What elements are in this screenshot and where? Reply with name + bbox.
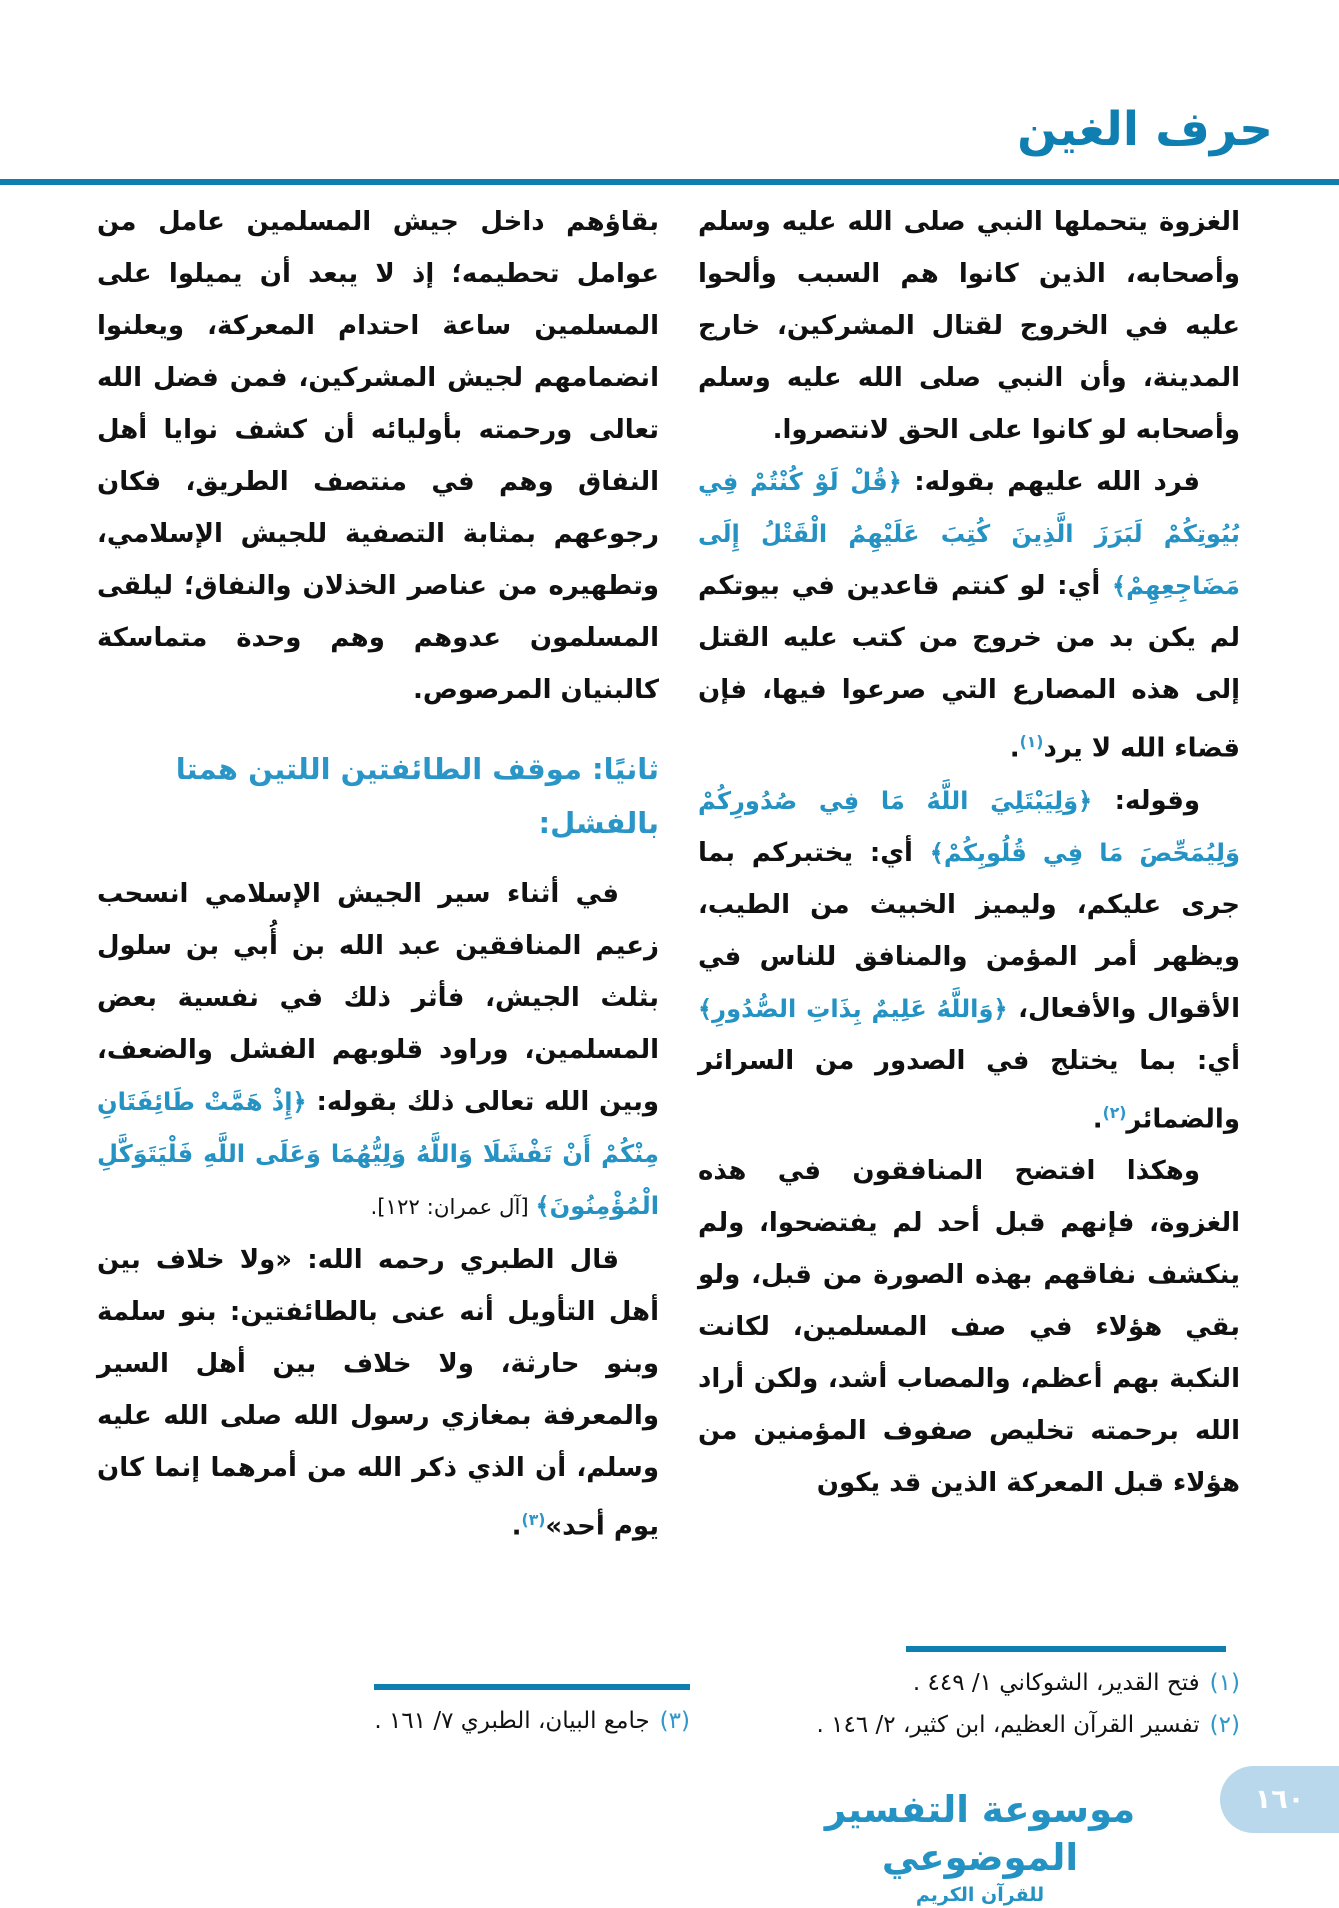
quran-verse: ﴿إِذْ هَمَّتْ طَائِفَتَانِ مِنْكُمْ أَنْ تَفْشَلَا وَاللَّهُ وَلِيُّهُمَا وَعَلَى اللَّهِ فَلْيَتَوَكَّلِ الْمُؤْمِنُونَ﴾ <box>97 1088 659 1220</box>
chapter-title: حرف الغين <box>1017 102 1273 157</box>
paragraph <box>97 196 659 716</box>
header-rule <box>0 179 1339 185</box>
publisher-logo <box>770 1786 1190 1908</box>
paragraph <box>698 196 1240 456</box>
footnote-text: فتح القدير، الشوكاني ١/ ٤٤٩ . <box>912 1670 1200 1696</box>
footnote-number: (١) <box>1209 1670 1240 1696</box>
body-text: أي: لو كنتم قاعدين في بيوتكم لم يكن بد من خروج من كتب عليه القتل إلى هذه المصارع التي صرعوا فيها، فإن قضاء الله لا يرد <box>698 571 1240 764</box>
footnote <box>97 1700 690 1742</box>
body-text: أي: يختبركم بما جرى عليكم، وليميز الخبيث من الطيب، ويظهر أمر المؤمن والمنافق للناس في الأقوال والأفعال، <box>698 837 1240 1024</box>
body-text: . <box>1009 733 1020 764</box>
quran-verse: ﴿قُلْ لَوْ كُنْتُمْ فِي بُيُوتِكُمْ لَبَرَزَ الَّذِينَ كُتِبَ عَلَيْهِمُ الْقَتْلُ إِلَى مَضَاجِعِهِمْ﴾ <box>698 468 1240 600</box>
footnote-marker: (١) <box>1019 733 1044 751</box>
footnote-number: (٣) <box>659 1708 690 1734</box>
section-heading: ثانيًا: موقف الطائفتين اللتين همتا بالفشل: <box>175 752 659 840</box>
paragraph <box>698 1145 1240 1509</box>
logo-sub-text: للقرآن الكريم <box>915 1884 1045 1906</box>
footnote-marker: (٣) <box>521 1511 546 1529</box>
body-text: وقوله: <box>1092 785 1201 816</box>
verse-reference: [آل عمران: ١٢٢]. <box>370 1195 536 1220</box>
footnote <box>698 1662 1240 1704</box>
body-text: وهكذا افتضح المنافقون في هذه الغزوة، فإنهم قبل أحد لم يفتضحوا، ولم ينكشف نفاقهم بهذه الصورة من قبل، ولو بقي هؤلاء في صف المسلمين، لكانت النكبة بهم أعظم، والمصاب أشد، ولكن أراد الله برحمته تخليص صفوف المؤمنين من هؤلاء قبل المعركة الذين قد يكون <box>698 1156 1240 1499</box>
quran-verse: ﴿وَاللَّهُ عَلِيمٌ بِذَاتِ الصُّدُورِ﴾ <box>698 994 1008 1023</box>
body-text: أي: بما يختلج في الصدور من السرائر والضمائر <box>698 1045 1240 1135</box>
page-number: ١٦٠ <box>1254 1784 1305 1815</box>
footnote-text: جامع البيان، الطبري ٧/ ١٦١ . <box>374 1708 650 1734</box>
footnote-text: تفسير القرآن العظيم، ابن كثير، ٢/ ١٤٦ . <box>816 1712 1200 1738</box>
body-text: فرد الله عليهم بقوله: <box>901 467 1200 497</box>
paragraph <box>698 456 1240 775</box>
logo-main-text: موسوعة التفسير الموضوعي <box>824 1788 1136 1879</box>
column-right <box>698 196 1240 1641</box>
paragraph <box>97 1234 659 1553</box>
footnote-divider <box>374 1684 690 1690</box>
body-text: . <box>511 1511 522 1542</box>
body-text: في أثناء سير الجيش الإسلامي انسحب زعيم المنافقين عبد الله بن أُبي بن سلول بثلث الجيش، فأثر ذلك في نفسية بعض المسلمين، وراود قلوبهم الفشل والضعف، وبين الله تعالى ذلك بقوله: <box>97 879 659 1117</box>
page-number-badge <box>1220 1766 1339 1833</box>
footnote-number: (٢) <box>1209 1712 1240 1738</box>
body-text: بقاؤهم داخل جيش المسلمين عامل من عوامل تحطيمه؛ إذ لا يبعد أن يميلوا على المسلمين ساعة احتدام المعركة، ويعلنوا انضمامهم لجيش المشركين، فمن فضل الله تعالى ورحمته بأوليائه أن كشف نوايا أهل النفاق وهم في منتصف الطريق، فكان رجوعهم بمثابة التصفية للجيش الإسلامي، وتطهيره من عناصر الخذلان والنفاق؛ ليلقى المسلمون عدوهم وهم وحدة متماسكة كالبنيان المرصوص. <box>97 207 659 705</box>
body-text: قال الطبري رحمه الله: «ولا خلاف بين أهل التأويل أنه عنى بالطائفتين: بنو سلمة وبنو حارثة، ولا خلاف بين أهل السير والمعرفة بمغازي رسول الله صلى الله عليه وسلم، أن الذي ذكر الله من أمرهما إنما كان يوم أحد» <box>97 1245 659 1542</box>
footnotes-left <box>97 1684 690 1742</box>
footnote <box>698 1704 1240 1746</box>
footnotes-right <box>698 1646 1240 1746</box>
paragraph <box>97 868 659 1234</box>
footnote-marker: (٢) <box>1102 1103 1127 1122</box>
column-left <box>97 196 659 1676</box>
body-text: . <box>1092 1104 1103 1135</box>
paragraph <box>698 775 1240 1146</box>
footnote-divider <box>906 1646 1226 1652</box>
quran-verse: ﴿وَلِيَبْتَلِيَ اللَّهُ مَا فِي صُدُورِكُمْ وَلِيُمَحِّصَ مَا فِي قُلُوبِكُمْ﴾ <box>698 786 1240 867</box>
body-text: الغزوة يتحملها النبي صلى الله عليه وسلم وأصحابه، الذين كانوا هم السبب وألحوا عليه في الخروج لقتال المشركين، خارج المدينة، وأن النبي صلى الله عليه وسلم وأصحابه لو كانوا على الحق لانتصروا. <box>698 207 1240 445</box>
